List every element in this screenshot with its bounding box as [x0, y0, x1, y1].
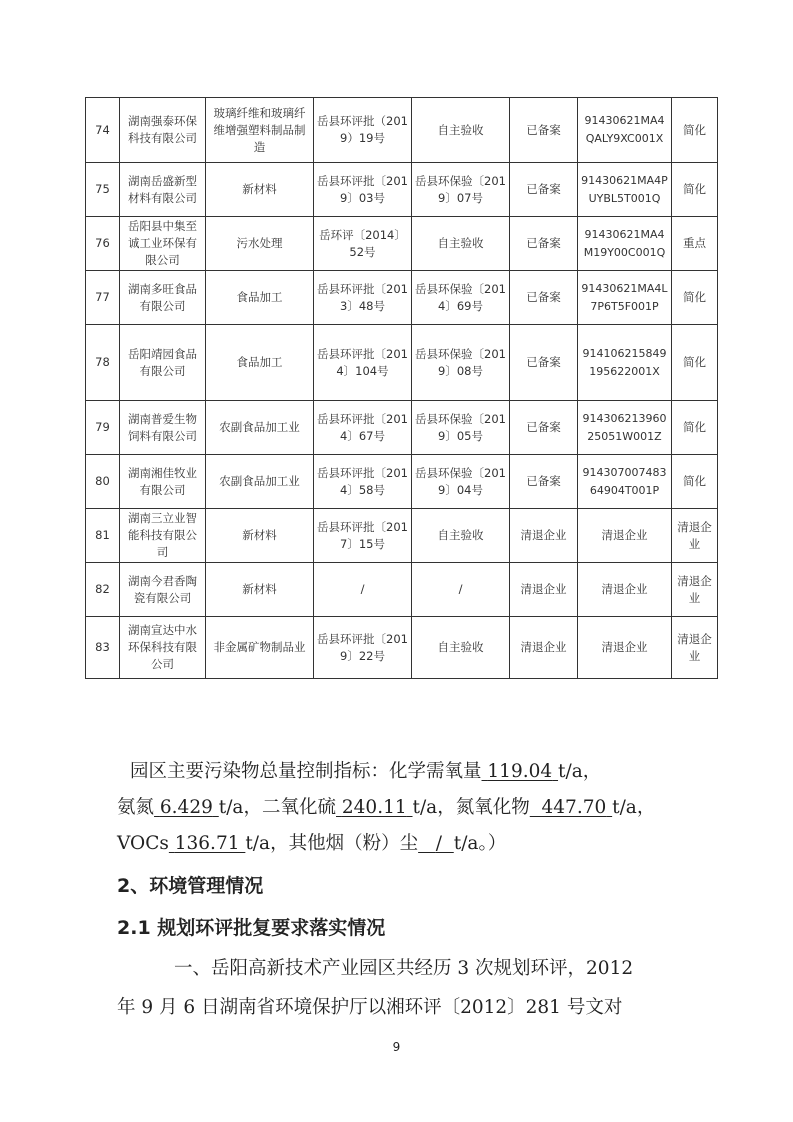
- cell-category: 简化: [672, 271, 718, 325]
- page-number: 9: [392, 1040, 401, 1054]
- table-row: [86, 401, 718, 455]
- cell-company: 岳阳靖园食品有限公司: [120, 325, 206, 401]
- cell-no: 83: [86, 617, 120, 679]
- cell-record: 已备案: [510, 455, 578, 509]
- cell-category: 清退企业: [672, 509, 718, 563]
- ammonia-value: 6.429: [159, 797, 213, 818]
- cell-industry: 玻璃纤维和玻璃纤维增强塑料制品制造: [206, 98, 314, 163]
- cell-no: 75: [86, 163, 120, 217]
- cell-credit-code: 914106215849195622001X: [578, 325, 672, 401]
- cell-category: 简化: [672, 98, 718, 163]
- dust-label: 其他烟（粉）尘: [288, 833, 419, 854]
- paragraph-line-1: 一、岳阳高新技术产业园区共经历 3 次规划环评，2012: [174, 958, 634, 979]
- vocs-label: VOCs: [117, 833, 169, 854]
- cell-company: 湖南强泰环保科技有限公司: [120, 98, 206, 163]
- indicator-line-3: VOCs 136.71 t/a，其他烟（粉）尘 / t/a。）: [117, 833, 507, 854]
- cell-credit-code: 91430700748364904T001P: [578, 455, 672, 509]
- cell-record: 已备案: [510, 217, 578, 271]
- cell-eia-approval: 岳县环评批（2019）19号: [314, 98, 412, 163]
- cell-record: 清退企业: [510, 509, 578, 563]
- table-row: [86, 563, 718, 617]
- cell-category: 简化: [672, 401, 718, 455]
- cell-category: 清退企业: [672, 563, 718, 617]
- cell-eia-approval: 岳县环评批〔2014〕67号: [314, 401, 412, 455]
- cell-record: 已备案: [510, 325, 578, 401]
- nox-value: 447.70: [541, 797, 607, 818]
- cell-no: 80: [86, 455, 120, 509]
- cell-no: 81: [86, 509, 120, 563]
- table-row: [86, 163, 718, 217]
- cell-category: 重点: [672, 217, 718, 271]
- cell-industry: 食品加工: [206, 271, 314, 325]
- table-row: [86, 271, 718, 325]
- cell-company: 湖南宣达中水环保科技有限公司: [120, 617, 206, 679]
- cell-industry: 农副食品加工业: [206, 455, 314, 509]
- table-body: [86, 98, 718, 679]
- cell-record: 清退企业: [510, 617, 578, 679]
- cell-eia-approval: 岳县环评批〔2014〕58号: [314, 455, 412, 509]
- vocs-value: 136.71: [174, 833, 240, 854]
- indicator-line-1: 园区主要污染物总量控制指标：化学需氧量 119.04 t/a，: [130, 761, 602, 782]
- cell-eia-approval: 岳县环评批〔2014〕104号: [314, 325, 412, 401]
- cell-no: 74: [86, 98, 120, 163]
- enterprise-table: [85, 97, 718, 679]
- cell-credit-code: 清退企业: [578, 617, 672, 679]
- cell-acceptance: 岳县环保验〔2014〕69号: [412, 271, 510, 325]
- cell-company: 岳阳县中集至诚工业环保有限公司: [120, 217, 206, 271]
- indicator-intro: 园区主要污染物总量控制指标：化学需氧量: [130, 761, 482, 782]
- cell-industry: 新材料: [206, 509, 314, 563]
- subsection-heading: 2.1 规划环评批复要求落实情况: [117, 917, 386, 939]
- cell-acceptance: /: [412, 563, 510, 617]
- cell-company: 湖南多旺食品有限公司: [120, 271, 206, 325]
- cell-no: 78: [86, 325, 120, 401]
- cell-no: 79: [86, 401, 120, 455]
- cell-industry: 新材料: [206, 163, 314, 217]
- cell-eia-approval: 岳县环评批〔2019〕22号: [314, 617, 412, 679]
- cell-record: 已备案: [510, 271, 578, 325]
- cell-acceptance: 自主验收: [412, 617, 510, 679]
- cell-record: 已备案: [510, 98, 578, 163]
- cell-record: 清退企业: [510, 563, 578, 617]
- table-row: [86, 217, 718, 271]
- cell-company: 湖南普爱生物饲料有限公司: [120, 401, 206, 455]
- cell-credit-code: 91430621MA4L7P6T5F001P: [578, 271, 672, 325]
- cell-eia-approval: 岳县环评批〔2013〕48号: [314, 271, 412, 325]
- cell-credit-code: 清退企业: [578, 509, 672, 563]
- closing-text: 。）: [478, 833, 507, 854]
- ammonia-label: 氨氮: [117, 797, 155, 818]
- cell-industry: 非金属矿物制品业: [206, 617, 314, 679]
- cell-eia-approval: 岳县环评批〔2017〕15号: [314, 509, 412, 563]
- nox-label: 氮氧化物: [455, 797, 530, 818]
- section-heading: 2、环境管理情况: [117, 875, 264, 897]
- table-row: [86, 98, 718, 163]
- cell-credit-code: 91430621MA4M19Y00C001Q: [578, 217, 672, 271]
- cell-category: 简化: [672, 163, 718, 217]
- cell-industry: 农副食品加工业: [206, 401, 314, 455]
- cell-acceptance: 自主验收: [412, 98, 510, 163]
- cell-credit-code: 91430621396025051W001Z: [578, 401, 672, 455]
- cell-acceptance: 岳县环保验〔2019〕05号: [412, 401, 510, 455]
- so2-label: 二氧化硫: [261, 797, 336, 818]
- cell-category: 简化: [672, 455, 718, 509]
- cell-acceptance: 岳县环保验〔2019〕04号: [412, 455, 510, 509]
- cell-credit-code: 91430621MA4QALY9XC001X: [578, 98, 672, 163]
- cell-eia-approval: /: [314, 563, 412, 617]
- cell-acceptance: 自主验收: [412, 217, 510, 271]
- cell-company: 湖南三立业智能科技有限公司: [120, 509, 206, 563]
- paragraph-line-2: 年 9 月 6 日湖南省环境保护厅以湘环评〔2012〕281 号文对: [117, 997, 623, 1018]
- cell-acceptance: 岳县环保验〔2019〕07号: [412, 163, 510, 217]
- indicator-line-2: 氨氮 6.429 t/a，二氧化硫 240.11 t/a，氮氧化物 447.70 t/a，: [117, 797, 656, 818]
- table-row: [86, 325, 718, 401]
- table-row: [86, 617, 718, 679]
- cell-company: 湖南湘佳牧业有限公司: [120, 455, 206, 509]
- cell-industry: 污水处理: [206, 217, 314, 271]
- cell-credit-code: 91430621MA4PUYBL5T001Q: [578, 163, 672, 217]
- dust-value: /: [435, 833, 442, 854]
- cell-acceptance: 自主验收: [412, 509, 510, 563]
- cell-credit-code: 清退企业: [578, 563, 672, 617]
- cell-no: 82: [86, 563, 120, 617]
- cell-eia-approval: 岳县环评批〔2019〕03号: [314, 163, 412, 217]
- table-row: [86, 509, 718, 563]
- cell-company: 湖南今君香陶瓷有限公司: [120, 563, 206, 617]
- cell-industry: 新材料: [206, 563, 314, 617]
- unit: t/a: [558, 761, 583, 782]
- cell-record: 已备案: [510, 163, 578, 217]
- table-row: [86, 455, 718, 509]
- so2-value: 240.11: [341, 797, 407, 818]
- cell-company: 湖南岳盛新型材料有限公司: [120, 163, 206, 217]
- cell-no: 77: [86, 271, 120, 325]
- cell-eia-approval: 岳环评〔2014〕52号: [314, 217, 412, 271]
- cell-acceptance: 岳县环保验〔2019〕08号: [412, 325, 510, 401]
- cell-category: 清退企业: [672, 617, 718, 679]
- cell-record: 已备案: [510, 401, 578, 455]
- cell-category: 简化: [672, 325, 718, 401]
- cod-value: 119.04: [487, 761, 553, 782]
- cell-industry: 食品加工: [206, 325, 314, 401]
- cell-no: 76: [86, 217, 120, 271]
